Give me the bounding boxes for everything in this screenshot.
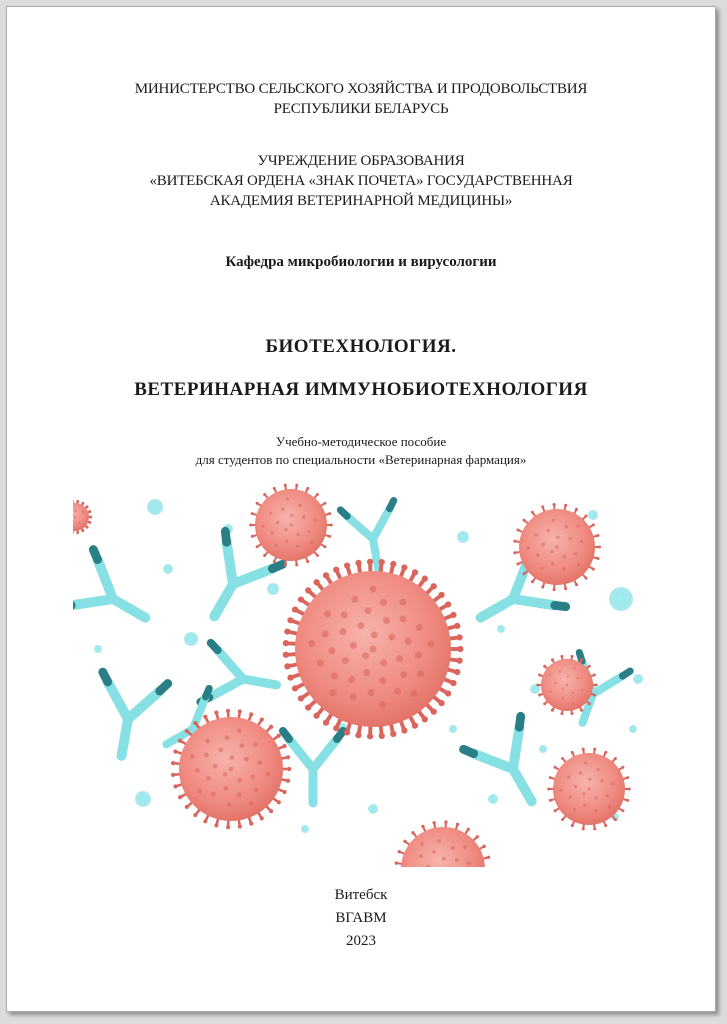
subtitle-line-2: для студентов по специальности «Ветеринарная фармация» [195,452,527,467]
title-line-2: ВЕТЕРИНАРНАЯ ИММУНОБИОТЕХНОЛОГИЯ [134,379,588,400]
department-name: Кафедра микробиологии и вирусологии [225,254,497,270]
ministry-line-1: МИНИСТЕРСТВО СЕЛЬСКОГО ХОЗЯЙСТВА И ПРОДОВОЛЬСТВИЯ [134,81,588,97]
ministry-line-2: РЕСПУБЛИКИ БЕЛАРУСЬ [273,101,449,117]
subtitle-line-1: Учебно-методическое пособие [275,434,447,449]
institution-line-2: «ВИТЕБСКАЯ ОРДЕНА «ЗНАК ПОЧЕТА» ГОСУДАРСТВЕННАЯ [149,173,573,189]
institution-line-1: УЧРЕЖДЕНИЕ ОБРАЗОВАНИЯ [257,153,465,169]
publication-city: Витебск [334,887,388,903]
virus-icon [73,484,631,867]
book-cover-page [6,6,716,1012]
institution-line-3: АКАДЕМИЯ ВЕТЕРИНАРНОЙ МЕДИЦИНЫ» [209,193,513,209]
publication-year: 2023 [346,933,376,949]
publisher-name: ВГАВМ [335,910,387,926]
title-line-1: БИОТЕХНОЛОГИЯ. [265,336,457,357]
virus-antibody-illustration [73,479,657,867]
